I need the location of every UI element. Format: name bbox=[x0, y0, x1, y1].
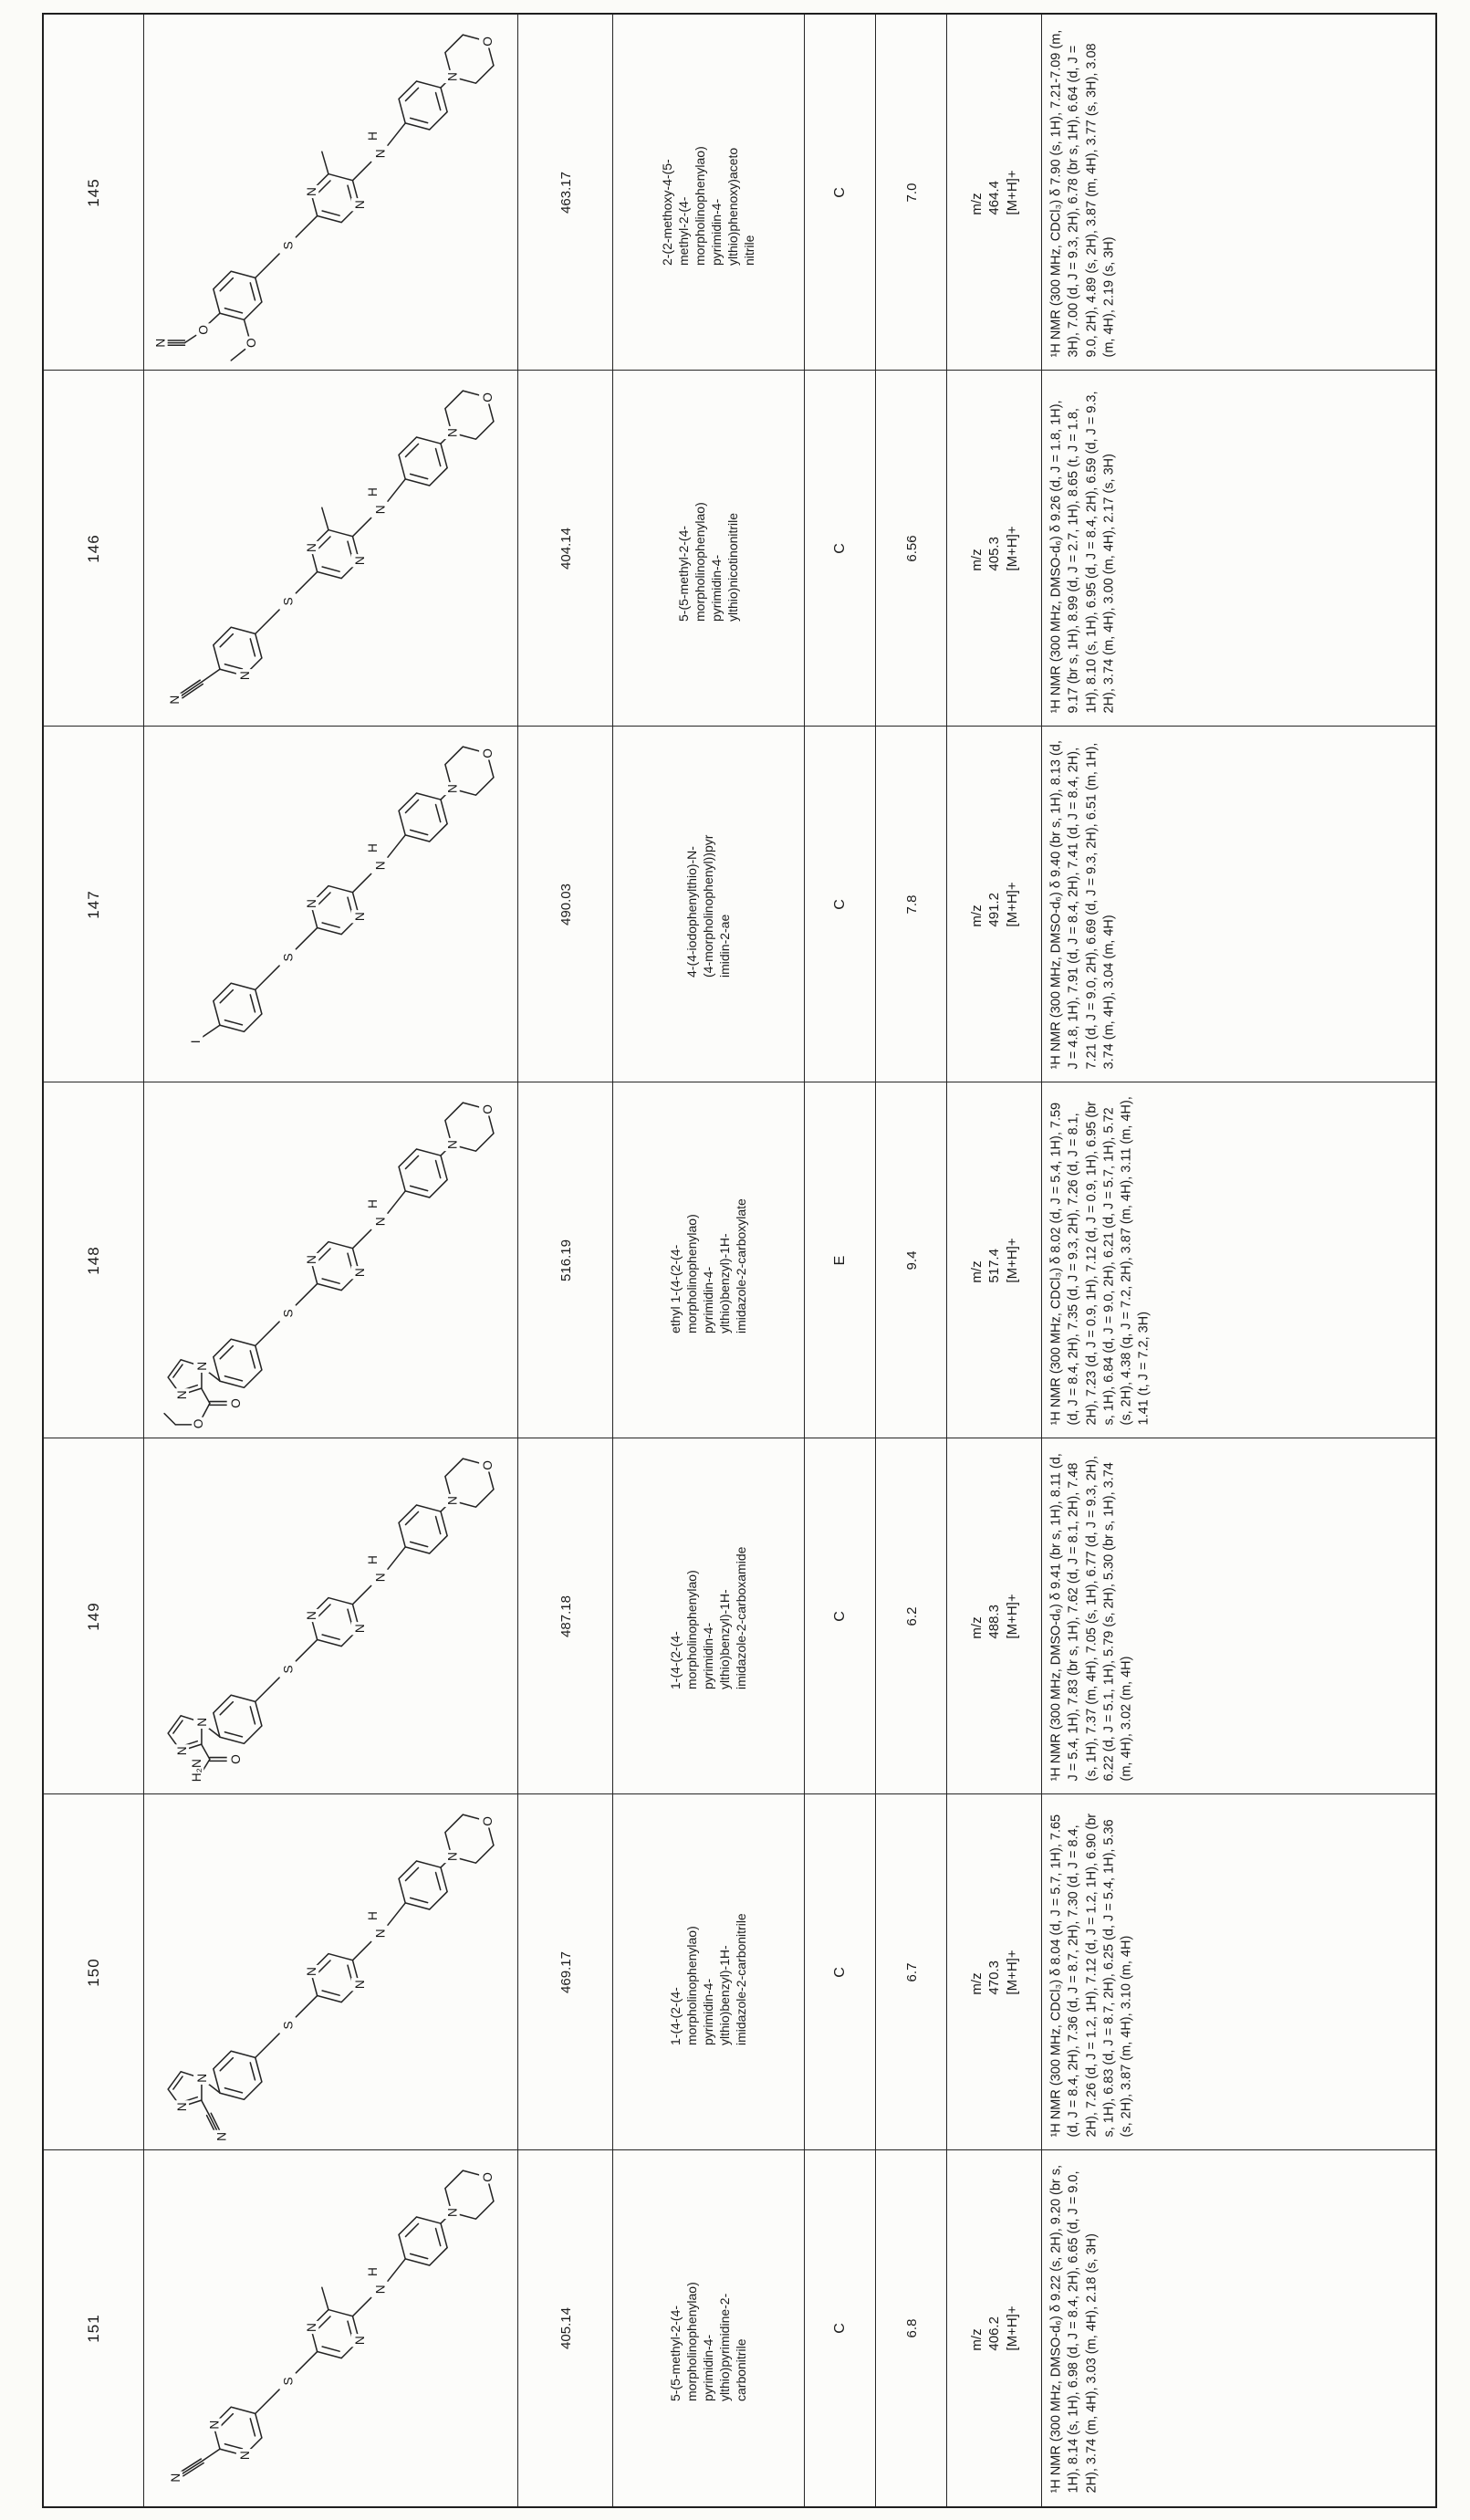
svg-text:N: N bbox=[372, 504, 387, 514]
exact-mass: 463.17 bbox=[558, 171, 573, 214]
svg-text:N: N bbox=[372, 860, 387, 870]
svg-text:O: O bbox=[480, 1815, 495, 1826]
cell-compound-name bbox=[613, 1082, 805, 1438]
svg-text:N: N bbox=[304, 898, 318, 908]
table-row bbox=[44, 371, 1435, 727]
svg-text:N: N bbox=[372, 1572, 387, 1582]
svg-text:N: N bbox=[237, 2451, 252, 2461]
cell-compound-name bbox=[613, 1794, 805, 2150]
cell-compound-number bbox=[44, 2150, 144, 2506]
method-letter: E bbox=[831, 1255, 848, 1265]
mz-value: m/z 405.3 [M+H]+ bbox=[968, 525, 1020, 571]
cell-retention-time bbox=[876, 2150, 947, 2506]
svg-text:N: N bbox=[174, 1389, 189, 1399]
cell-method bbox=[805, 371, 876, 727]
svg-text:O: O bbox=[228, 1753, 243, 1764]
svg-text:N: N bbox=[237, 670, 252, 680]
svg-text:N: N bbox=[304, 1966, 318, 1976]
retention-time: 7.8 bbox=[903, 894, 919, 914]
cell-retention-time bbox=[876, 727, 947, 1082]
cell-retention-time bbox=[876, 1438, 947, 1794]
svg-text:N: N bbox=[167, 695, 182, 705]
nmr-text: ¹H NMR (300 MHz, CDCl₃) δ 8.04 (d, J = 5.7, 1H), 7.65 (d, J = 8.4, 2H), 7.36 (d, J = 8.7, 2H), 7.30 (d, J = 8.4, 2H), 7.26 (d, J = 1.2, 1H), 7.12 (d, J = 1.2, 1H), 6.90 (br s, 1H), 6.83 (d, J = 8.7, 2H), 6.25 (d, J = 5.4, 1H), 5.36 (s, 2H), 3.87 (m, 4H), 3.10 (m, 4H) bbox=[1048, 1813, 1134, 2137]
svg-text:O: O bbox=[480, 2172, 495, 2182]
mz-value: m/z 470.3 [M+H]+ bbox=[968, 1949, 1020, 1995]
cell-compound-name bbox=[613, 15, 805, 371]
svg-text:O: O bbox=[480, 36, 495, 47]
retention-time: 6.2 bbox=[903, 1606, 919, 1626]
svg-text:O: O bbox=[244, 337, 258, 348]
compound-number: 145 bbox=[84, 177, 102, 207]
svg-text:N: N bbox=[174, 2101, 189, 2111]
compounds-table bbox=[42, 13, 1437, 2508]
svg-text:H: H bbox=[365, 1554, 380, 1564]
cell-method bbox=[805, 1082, 876, 1438]
chemical-structure bbox=[149, 1444, 514, 1789]
svg-text:N: N bbox=[194, 1361, 209, 1371]
svg-text:N: N bbox=[352, 555, 367, 565]
retention-time: 6.56 bbox=[903, 534, 919, 562]
compound-name: ethyl 1-(4-(2-(4-morpholinophenylao) pyrimidin-4-ylthio)benzyl)-1H-imidazole-2-carboxylate bbox=[667, 1197, 748, 1333]
cell-nmr bbox=[1042, 727, 1435, 1082]
svg-text:N: N bbox=[372, 2285, 387, 2295]
svg-text:S: S bbox=[281, 952, 296, 961]
compound-number: 148 bbox=[84, 1245, 102, 1275]
svg-text:S: S bbox=[281, 596, 296, 605]
compound-name: 4-(4-iodophenylthio)-N-(4-morpholinophenyl))pyr imidin-2-ae bbox=[683, 834, 732, 978]
svg-text:N: N bbox=[352, 911, 367, 921]
chemical-structure bbox=[149, 2156, 514, 2501]
cell-structure bbox=[144, 15, 518, 371]
chemical-structure bbox=[149, 732, 514, 1077]
svg-text:N: N bbox=[206, 2420, 221, 2430]
mz-value: m/z 517.4 [M+H]+ bbox=[968, 1237, 1020, 1283]
compound-name: 5-(5-methyl-2-(4-morpholinophenylao) pyrimidin-4-ylthio)pyrimidine-2-carbonitrile bbox=[667, 2282, 748, 2401]
retention-time: 9.4 bbox=[903, 1250, 919, 1270]
cell-nmr bbox=[1042, 2150, 1435, 2506]
cell-compound-number bbox=[44, 1794, 144, 2150]
cell-nmr bbox=[1042, 1794, 1435, 2150]
cell-compound-name bbox=[613, 2150, 805, 2506]
svg-text:N: N bbox=[372, 148, 387, 158]
svg-text:N: N bbox=[174, 1745, 189, 1755]
svg-text:N: N bbox=[445, 427, 460, 437]
cell-retention-time bbox=[876, 15, 947, 371]
mz-value: m/z 488.3 [M+H]+ bbox=[968, 1593, 1020, 1639]
svg-text:H: H bbox=[365, 1910, 380, 1920]
nmr-text: ¹H NMR (300 MHz, DMSO-d₆) δ 9.41 (br s, 1H), 8.11 (d, J = 5.4, 1H), 7.83 (br s, 1H), 7.62 (d, J = 8.1, 2H), 7.48 (s, 1H), 7.37 (m, 4H), 7.05 (s, 1H), 6.77 (d, J = 9.3, 2H), 6.22 (d, J = 5.1, 1H), 5.79 (s, 2H), 5.30 (br s, 1H), 3.74 (m, 4H), 3.02 (m, 4H) bbox=[1048, 1452, 1134, 1781]
method-letter: C bbox=[831, 2323, 848, 2334]
method-letter: C bbox=[831, 1610, 848, 1622]
exact-mass: 487.18 bbox=[558, 1595, 573, 1637]
cell-structure bbox=[144, 1438, 518, 1794]
table-row bbox=[44, 15, 1435, 371]
cell-exact-mass bbox=[518, 1794, 613, 2150]
svg-text:N: N bbox=[445, 71, 460, 81]
cell-nmr bbox=[1042, 15, 1435, 371]
svg-text:O: O bbox=[480, 748, 495, 758]
svg-text:N: N bbox=[168, 2473, 182, 2483]
svg-text:N: N bbox=[304, 1254, 318, 1264]
mz-value: m/z 406.2 [M+H]+ bbox=[968, 2306, 1020, 2351]
nmr-text: ¹H NMR (300 MHz, CDCl₃) δ 8.02 (d, J = 5.4, 1H), 7.59 (d, J = 8.4, 2H), 7.35 (d, J = 9.3, 2H), 7.26 (d, J = 8.1, 2H), 7.23 (d, J = 0.9, 1H), 7.12 (d, J = 0.9, 1H), 6.95 (br s, 1H), 6.84 (d, J = 9.0, 2H), 6.21 (d, J = 5.7, 1H), 5.72 (s, 2H), 4.38 (q, J = 7.2, 2H), 3.87 (m, 4H), 3.11 (m, 4H), 1.41 (t, J = 7.2, 3H) bbox=[1048, 1095, 1152, 1425]
cell-compound-number bbox=[44, 1438, 144, 1794]
cell-method bbox=[805, 727, 876, 1082]
cell-exact-mass bbox=[518, 727, 613, 1082]
svg-text:N: N bbox=[153, 338, 168, 348]
compound-number: 151 bbox=[84, 2314, 102, 2343]
compound-name: 1-(4-(2-(4-morpholinophenylao) pyrimidin-4-ylthio)benzyl)-1H-imidazole-2-carbonitrile bbox=[667, 1912, 748, 2045]
svg-text:H: H bbox=[365, 486, 380, 497]
table-row bbox=[44, 1082, 1435, 1438]
svg-text:S: S bbox=[281, 2020, 296, 2029]
svg-text:N: N bbox=[372, 1216, 387, 1226]
svg-text:N: N bbox=[445, 1495, 460, 1505]
cell-retention-time bbox=[876, 1082, 947, 1438]
cell-method bbox=[805, 1438, 876, 1794]
nmr-text: ¹H NMR (300 MHz, CDCl₃) δ 7.90 (s, 1H), 7.21-7.09 (m, 3H), 7.00 (d, J = 9.3, 2H), 6.78 (br s, 1H), 6.64 (d, J = 9.0, 2H), 4.89 (s, 2H), 3.87 (m, 4H), 3.77 (s, 3H), 3.08 (m, 4H), 2.19 (s, 3H) bbox=[1048, 29, 1116, 357]
cell-compound-number bbox=[44, 15, 144, 371]
exact-mass: 404.14 bbox=[558, 527, 573, 570]
compound-number: 149 bbox=[84, 1601, 102, 1631]
svg-text:N: N bbox=[304, 1610, 318, 1620]
cell-compound-name bbox=[613, 371, 805, 727]
cell-exact-mass bbox=[518, 2150, 613, 2506]
cell-exact-mass bbox=[518, 371, 613, 727]
cell-compound-number bbox=[44, 1082, 144, 1438]
svg-text:S: S bbox=[281, 2377, 296, 2386]
cell-structure bbox=[144, 371, 518, 727]
svg-text:H: H bbox=[365, 842, 380, 852]
svg-text:H: H bbox=[365, 1198, 380, 1208]
compound-number: 146 bbox=[84, 533, 102, 563]
cell-mz bbox=[947, 1082, 1042, 1438]
table-row bbox=[44, 727, 1435, 1082]
svg-text:N: N bbox=[445, 1139, 460, 1149]
exact-mass: 516.19 bbox=[558, 1239, 573, 1281]
svg-text:N: N bbox=[304, 186, 318, 196]
chemical-structure bbox=[149, 20, 514, 365]
exact-mass: 405.14 bbox=[558, 2307, 573, 2349]
method-letter: C bbox=[831, 898, 848, 910]
cell-mz bbox=[947, 1794, 1042, 2150]
svg-text:N: N bbox=[194, 1717, 209, 1727]
cell-retention-time bbox=[876, 1794, 947, 2150]
svg-text:N: N bbox=[304, 2323, 318, 2332]
retention-time: 6.7 bbox=[903, 1962, 919, 1981]
svg-text:N: N bbox=[214, 2131, 229, 2141]
exact-mass: 469.17 bbox=[558, 1950, 573, 1993]
cell-exact-mass bbox=[518, 1082, 613, 1438]
compound-name: 1-(4-(2-(4-morpholinophenylao) pyrimidin-4-ylthio)benzyl)-1H-imidazole-2-carboxamide bbox=[667, 1546, 748, 1689]
svg-text:S: S bbox=[281, 1664, 296, 1673]
cell-mz bbox=[947, 2150, 1042, 2506]
cell-method bbox=[805, 15, 876, 371]
cell-exact-mass bbox=[518, 15, 613, 371]
svg-text:H: H bbox=[365, 2267, 380, 2276]
cell-mz bbox=[947, 371, 1042, 727]
cell-retention-time bbox=[876, 371, 947, 727]
cell-compound-number bbox=[44, 371, 144, 727]
nmr-text: ¹H NMR (300 MHz, DMSO-d₆) δ 9.26 (d, J = 1.8, 1H), 9.17 (br s, 1H), 8.99 (d, J = 2.7, 1H), 8.65 (t, J = 1.8, 1H), 8.10 (s, 1H), 6.95 (d, J = 8.4, 2H), 6.59 (d, J = 9.3, 2H), 3.74 (m, 4H), 3.00 (m, 4H), 2.17 (s, 3H) bbox=[1048, 391, 1116, 713]
svg-text:N: N bbox=[352, 1623, 367, 1633]
table-row bbox=[44, 2150, 1435, 2506]
svg-text:O: O bbox=[195, 324, 210, 335]
svg-text:N: N bbox=[445, 2208, 460, 2217]
cell-mz bbox=[947, 1438, 1042, 1794]
cell-compound-name bbox=[613, 1438, 805, 1794]
svg-text:O: O bbox=[480, 392, 495, 403]
svg-text:O: O bbox=[480, 1103, 495, 1114]
compound-name: 5-(5-methyl-2-(4-morpholinophenylao) pyrimidin-4-ylthio)nicotinonitrile bbox=[675, 501, 740, 622]
svg-text:O: O bbox=[480, 1459, 495, 1470]
cell-compound-name bbox=[613, 727, 805, 1082]
table-row bbox=[44, 1438, 1435, 1794]
cell-nmr bbox=[1042, 1082, 1435, 1438]
svg-text:N: N bbox=[352, 1267, 367, 1277]
cell-compound-number bbox=[44, 727, 144, 1082]
svg-text:N: N bbox=[445, 1851, 460, 1861]
compound-name: 2-(2-methoxy-4-(5-methyl-2-(4-morpholinophenylao) pyrimidin-4-ylthio)phenoxy)aceto nitrile bbox=[659, 145, 756, 266]
chemical-structure bbox=[149, 1088, 514, 1433]
svg-text:S: S bbox=[281, 240, 296, 249]
compound-number: 150 bbox=[84, 1957, 102, 1987]
mz-value: m/z 464.4 [M+H]+ bbox=[968, 169, 1020, 215]
svg-text:O: O bbox=[191, 1418, 205, 1428]
nmr-text: ¹H NMR (300 MHz, DMSO-d₆) δ 9.40 (br s, 1H), 8.13 (d, J = 4.8, 1H), 7.91 (d, J = 8.4, 2H), 7.41 (d, J = 8.4, 2H), 7.21 (d, J = 9.0, 2H), 6.69 (d, J = 9.3, 2H), 6.51 (m, 1H), 3.74 (m, 4H), 3.04 (m, 4H) bbox=[1048, 739, 1116, 1069]
cell-structure bbox=[144, 727, 518, 1082]
chemical-structure bbox=[149, 376, 514, 721]
retention-time: 7.0 bbox=[903, 183, 919, 202]
compound-number: 147 bbox=[84, 889, 102, 919]
svg-text:N: N bbox=[352, 199, 367, 209]
nmr-text: ¹H NMR (300 MHz, DMSO-d₆) δ 9.22 (s, 2H), 9.20 (br s, 1H), 8.14 (s, 1H), 6.98 (d, J = 8.4, 2H), 6.65 (d, J = 9.0, 2H), 3.74 (m, 4H), 3.03 (m, 4H), 2.18 (s, 3H) bbox=[1048, 2164, 1099, 2494]
cell-mz bbox=[947, 15, 1042, 371]
svg-text:N: N bbox=[352, 1979, 367, 1989]
svg-text:N: N bbox=[194, 2073, 209, 2083]
cell-method bbox=[805, 2150, 876, 2506]
retention-time: 6.8 bbox=[903, 2318, 919, 2338]
svg-text:N: N bbox=[304, 542, 318, 552]
svg-text:N: N bbox=[445, 783, 460, 793]
cell-structure bbox=[144, 1794, 518, 2150]
cell-method bbox=[805, 1794, 876, 2150]
svg-text:O: O bbox=[228, 1397, 243, 1408]
svg-text:N: N bbox=[352, 2336, 367, 2346]
method-letter: C bbox=[831, 542, 848, 554]
svg-text:N: N bbox=[372, 1928, 387, 1938]
chemical-structure bbox=[149, 1800, 514, 2145]
svg-text:H: H bbox=[365, 131, 380, 141]
table-row bbox=[44, 1794, 1435, 2150]
cell-nmr bbox=[1042, 1438, 1435, 1794]
svg-text:S: S bbox=[281, 1308, 296, 1317]
cell-exact-mass bbox=[518, 1438, 613, 1794]
cell-mz bbox=[947, 727, 1042, 1082]
exact-mass: 490.03 bbox=[558, 883, 573, 925]
method-letter: C bbox=[831, 186, 848, 198]
method-letter: C bbox=[831, 1966, 848, 1978]
cell-structure bbox=[144, 1082, 518, 1438]
cell-nmr bbox=[1042, 371, 1435, 727]
cell-structure bbox=[144, 2150, 518, 2506]
mz-value: m/z 491.2 [M+H]+ bbox=[968, 881, 1020, 927]
svg-text:H₂N: H₂N bbox=[189, 1758, 203, 1782]
svg-text:I: I bbox=[188, 1039, 203, 1043]
